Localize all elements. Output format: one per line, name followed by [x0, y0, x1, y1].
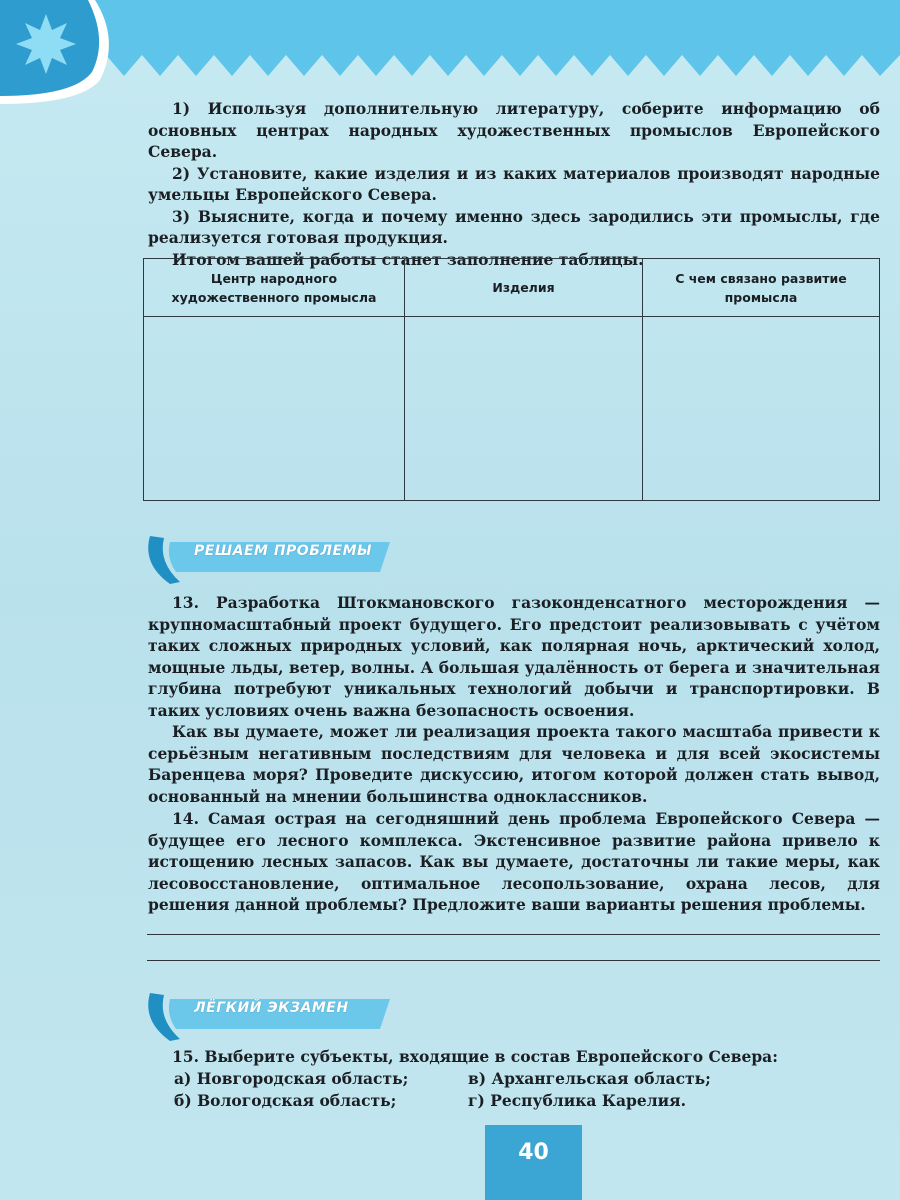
table-cell-development[interactable]: [643, 317, 879, 500]
tasks-intro: [148, 98, 880, 270]
task-13: [148, 592, 880, 807]
task-14: [148, 808, 880, 916]
task-13-question: Как вы думаете, может ли реализация проекта такого масштаба привести к серьёзным негативным последствиям для человека и для всей экосистемы Баренцева моря? Проведите дискуссию, итогом которой должен стать вывод, основанный на мнении большинства одноклассников.: [148, 722, 880, 806]
crafts-table: [143, 258, 880, 501]
option-a[interactable]: а) Новгородская область;: [174, 1069, 409, 1088]
table-header-development: С чем связано развитие промысла: [643, 259, 879, 317]
answer-line-1[interactable]: [147, 934, 880, 935]
table-cell-products[interactable]: [405, 317, 643, 500]
option-b[interactable]: б) Вологодская область;: [174, 1091, 397, 1110]
task-result-note: Итогом вашей работы станет заполнение таблицы.: [172, 249, 644, 269]
task-14-text: 14. Самая острая на сегодняшний день проблема Европейского Севера — будущее его лесного комплекса. Экстенсивное развитие района привело к истощению лесных запасов. Как вы думаете, достаточны ли такие меры, как лесовосстановление, оптимальное лесопользование, охрана лесов, для решения данной проблемы? Предложите ваши варианты решения проблемы.: [148, 809, 880, 914]
table-cell-center[interactable]: [144, 317, 405, 500]
page-number: 40: [518, 1140, 549, 1165]
task-item-2: 2) Установите, какие изделия и из каких материалов производят народные умельцы Европейского Севера.: [148, 163, 880, 204]
answer-line-2[interactable]: [147, 960, 880, 961]
task-15: [148, 1046, 880, 1068]
task-item-1: 1) Используя дополнительную литературу, соберите информацию об основных центрах народных художественных промыслов Европейского Севера.: [148, 99, 880, 161]
star-badge-icon: [0, 0, 120, 108]
option-g[interactable]: г) Республика Карелия.: [468, 1091, 686, 1110]
task-15-options: [174, 1068, 734, 1112]
option-v[interactable]: в) Архангельская область;: [468, 1069, 711, 1088]
table-header-products: Изделия: [405, 259, 643, 317]
task-15-question: 15. Выберите субъекты, входящие в состав Европейского Севера:: [172, 1047, 778, 1066]
section-banner-exam: [140, 985, 400, 1043]
task-13-text: 13. Разработка Штокмановского газоконденсатного месторождения — крупномасштабный проект будущего. Его предстоит реализовывать с учётом таких сложных природных условий, как полярная ночь, арктический холод, мощные льды, ветер, волны. А большая удалённость от берега и значительная глубина потребуют уникальных технологий добычи и транспортировки. В таких условиях очень важна безопасность освоения.: [148, 593, 880, 720]
section-banner-problems: [140, 528, 400, 586]
section-title-exam: ЛЁГКИЙ ЭКЗАМЕН: [194, 1000, 349, 1016]
section-title-problems: РЕШАЕМ ПРОБЛЕМЫ: [194, 543, 373, 559]
task-item-3: 3) Выясните, когда и почему именно здесь зародились эти промыслы, где реализуется готовая продукция.: [148, 206, 880, 247]
table-header-center: Центр народного художественного промысла: [144, 259, 405, 317]
header-zigzag-band: [0, 0, 900, 92]
